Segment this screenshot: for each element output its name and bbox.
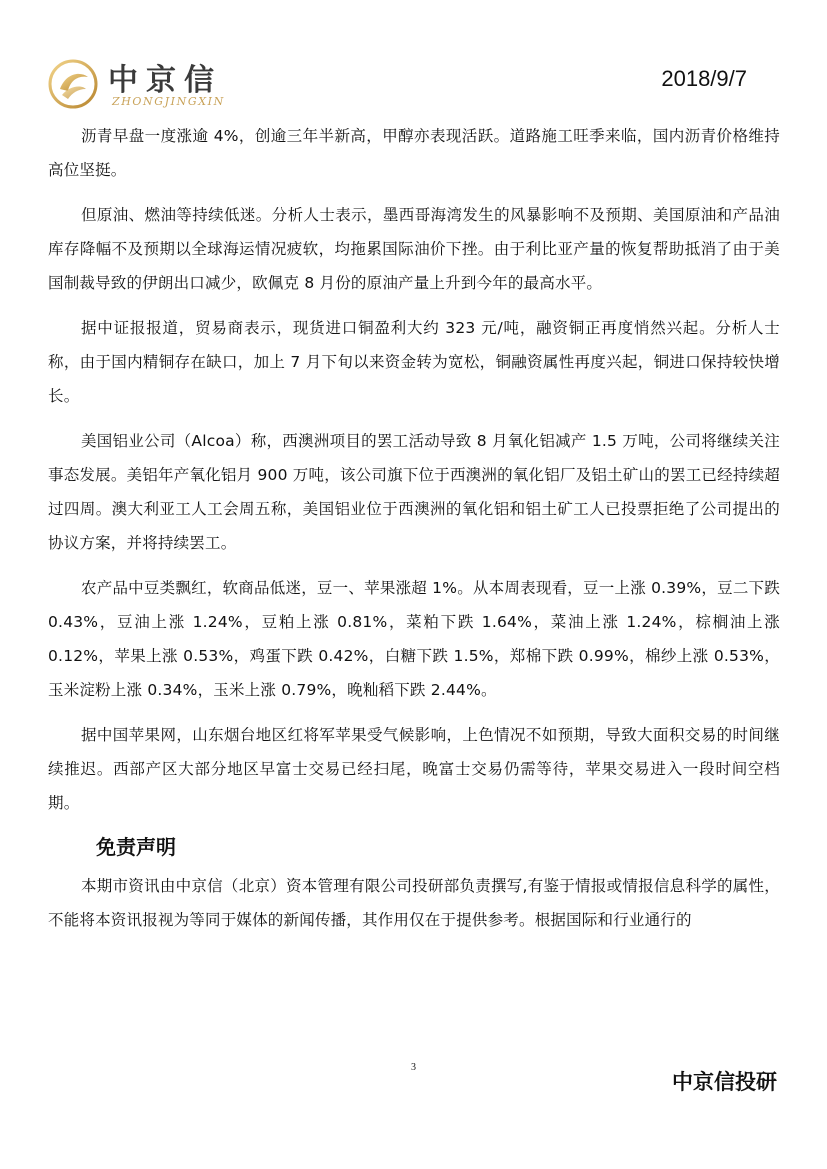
logo-wordmark: 中京信 [108,63,222,98]
paragraph-apple: 据中国苹果网，山东烟台地区红将军苹果受气候影响，上色情况不如预期，导致大面积交易的时间继续推迟。西部产区大部分地区早富士交易已经扫尾，晚富士交易仍需等待，苹果交易进入一段时间空档期。 [48,726,780,812]
page-number: 3 [411,1062,416,1073]
footer-brand: 中京信投研 [672,1070,777,1094]
disclaimer-text: 本期市资讯由中京信（北京）资本管理有限公司投研部负责撰写,有鉴于情报或情报信息科学的属性，不能将本资讯报视为等同于媒体的新闻传播，其作用仅在于提供参考。根据国际和行业通行的 [48,877,780,929]
paragraph-alcoa: 美国铝业公司（Alcoa）称，西澳洲项目的罢工活动导致 8 月氧化铝减产 1.5 万吨，公司将继续关注事态发展。美铝年产氧化铝月 900 万吨，该公司旗下位于西澳洲的氧化铝厂及铝土矿山的罢工已经持续超过四周。澳大利亚工人工会周五称，美国铝业位于西澳洲的氧化铝和铝土矿工人已投票拒绝了公司提出的协议方案，并将持续罢工。 [48,432,780,552]
logo-subtitle: ZHONGJINGXIN [112,95,225,108]
report-date: 2018/9/7 [661,66,747,91]
paragraph-agriculture: 农产品中豆类飘红，软商品低迷，豆一、苹果涨超 1%。从本周表现看，豆一上涨 0.39%，豆二下跌 0.43%，豆油上涨 1.24%，豆粕上涨 0.81%，菜粕下跌 1.64%，菜油上涨 1.24%，棕榈油上涨 0.12%，苹果上涨 0.53%，鸡蛋下跌 0.42%，白糖下跌 1.5%，郑棉下跌 0.99%，棉纱上涨 0.53%，玉米淀粉上涨 0.34%，玉米上涨 0.79%，晚籼稻下跌 2.44%。 [48,579,780,699]
page-header [0,0,827,120]
report-body [48,119,780,948]
logo-emblem-icon [48,59,98,109]
paragraph-copper: 据中证报报道，贸易商表示，现货进口铜盈利大约 323 元/吨，融资铜正再度悄然兴起。分析人士称，由于国内精铜存在缺口，加上 7 月下旬以来资金转为宽松，铜融资属性再度兴起，铜进口保持较快增长。 [48,319,780,405]
disclaimer-title: 免责声明 [96,835,176,859]
company-logo [48,55,248,117]
paragraph-asphalt: 沥青早盘一度涨逾 4%，创逾三年半新高，甲醇亦表现活跃。道路施工旺季来临，国内沥青价格维持高位坚挺。 [48,127,780,179]
paragraph-crude-oil: 但原油、燃油等持续低迷。分析人士表示，墨西哥海湾发生的风暴影响不及预期、美国原油和产品油库存降幅不及预期以全球海运情况疲软，均拖累国际油价下挫。由于利比亚产量的恢复帮助抵消了由于美国制裁导致的伊朗出口减少，欧佩克 8 月份的原油产量上升到今年的最高水平。 [48,206,780,292]
